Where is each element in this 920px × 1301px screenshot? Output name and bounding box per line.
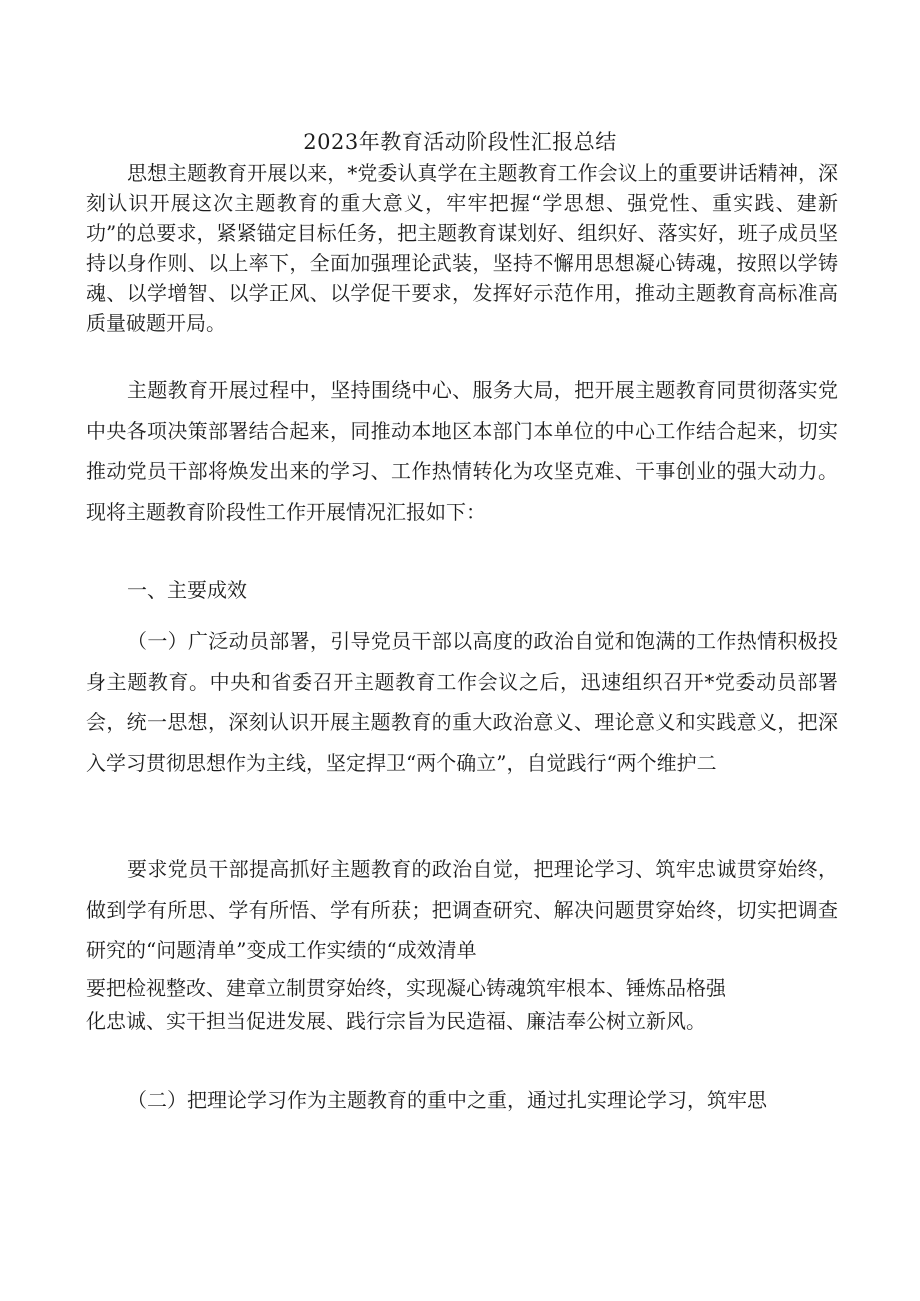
requirements-paragraph: 要求党员干部提高抓好主题教育的政治自觉，把理论学习、筑牢忠诚贯穿始终，做到学有所思、学有所悟、学有所获；把调查研究、解决问题贯穿始终，切实把调查研究的“问题清单”变成工作实绩的“成效清单 bbox=[86, 857, 838, 962]
section-heading-main-results: 一、主要成效 bbox=[127, 578, 247, 602]
document-title: 2023年教育活动阶段性汇报总结 bbox=[303, 130, 617, 154]
subsection-2-paragraph: （二）把理论学习作为主题教育的重中之重，通过扎实理论学习，筑牢思 bbox=[127, 1088, 767, 1112]
rectification-paragraph bbox=[86, 972, 838, 1038]
intro-paragraph: 思想主题教育开展以来，*党委认真学在主题教育工作会议上的重要讲话精神，深刻认识开展这次主题教育的重大意义，牢牢把握“学思想、强党性、重实践、建新功”的总要求，紧紧锚定目标任务，把主题教育谋划好、组织好、落实好，班子成员坚持以身作则、以上率下，全面加强理论武装，坚持不懈用思想凝心铸魂，按照以学铸魂、以学增智、以学正风、以学促干要求，发挥好示范作用，推动主题教育高标准高质量破题开局。 bbox=[86, 161, 838, 335]
background-paragraph: 主题教育开展过程中，坚持围绕中心、服务大局，把开展主题教育同贯彻落实党中央各项决策部署结合起来，同推动本地区本部门本单位的中心工作结合起来，切实推动党员干部将焕发出来的学习、工作热情转化为攻坚克难、干事创业的强大动力。现将主题教育阶段性工作开展情况汇报如下： bbox=[86, 378, 838, 524]
subsection-1-paragraph: （一）广泛动员部署，引导党员干部以高度的政治自觉和饱满的工作热情积极投身主题教育。中央和省委召开主题教育工作会议之后，迅速组织召开*党委动员部署会，统一思想，深刻认识开展主题教育的重大政治意义、理论意义和实践意义，把深入学习贯彻思想作为主线，坚定捍卫“两个确立”，自觉践行“两个维护二 bbox=[86, 629, 838, 775]
rectification-line-2: 化忠诚、实干担当促进发展、践行宗旨为民造福、廉洁奉公树立新风。 bbox=[86, 1009, 706, 1033]
rectification-line-1: 要把检视整改、建章立制贯穿始终，实现凝心铸魂筑牢根本、锤炼品格强 bbox=[86, 976, 726, 1000]
